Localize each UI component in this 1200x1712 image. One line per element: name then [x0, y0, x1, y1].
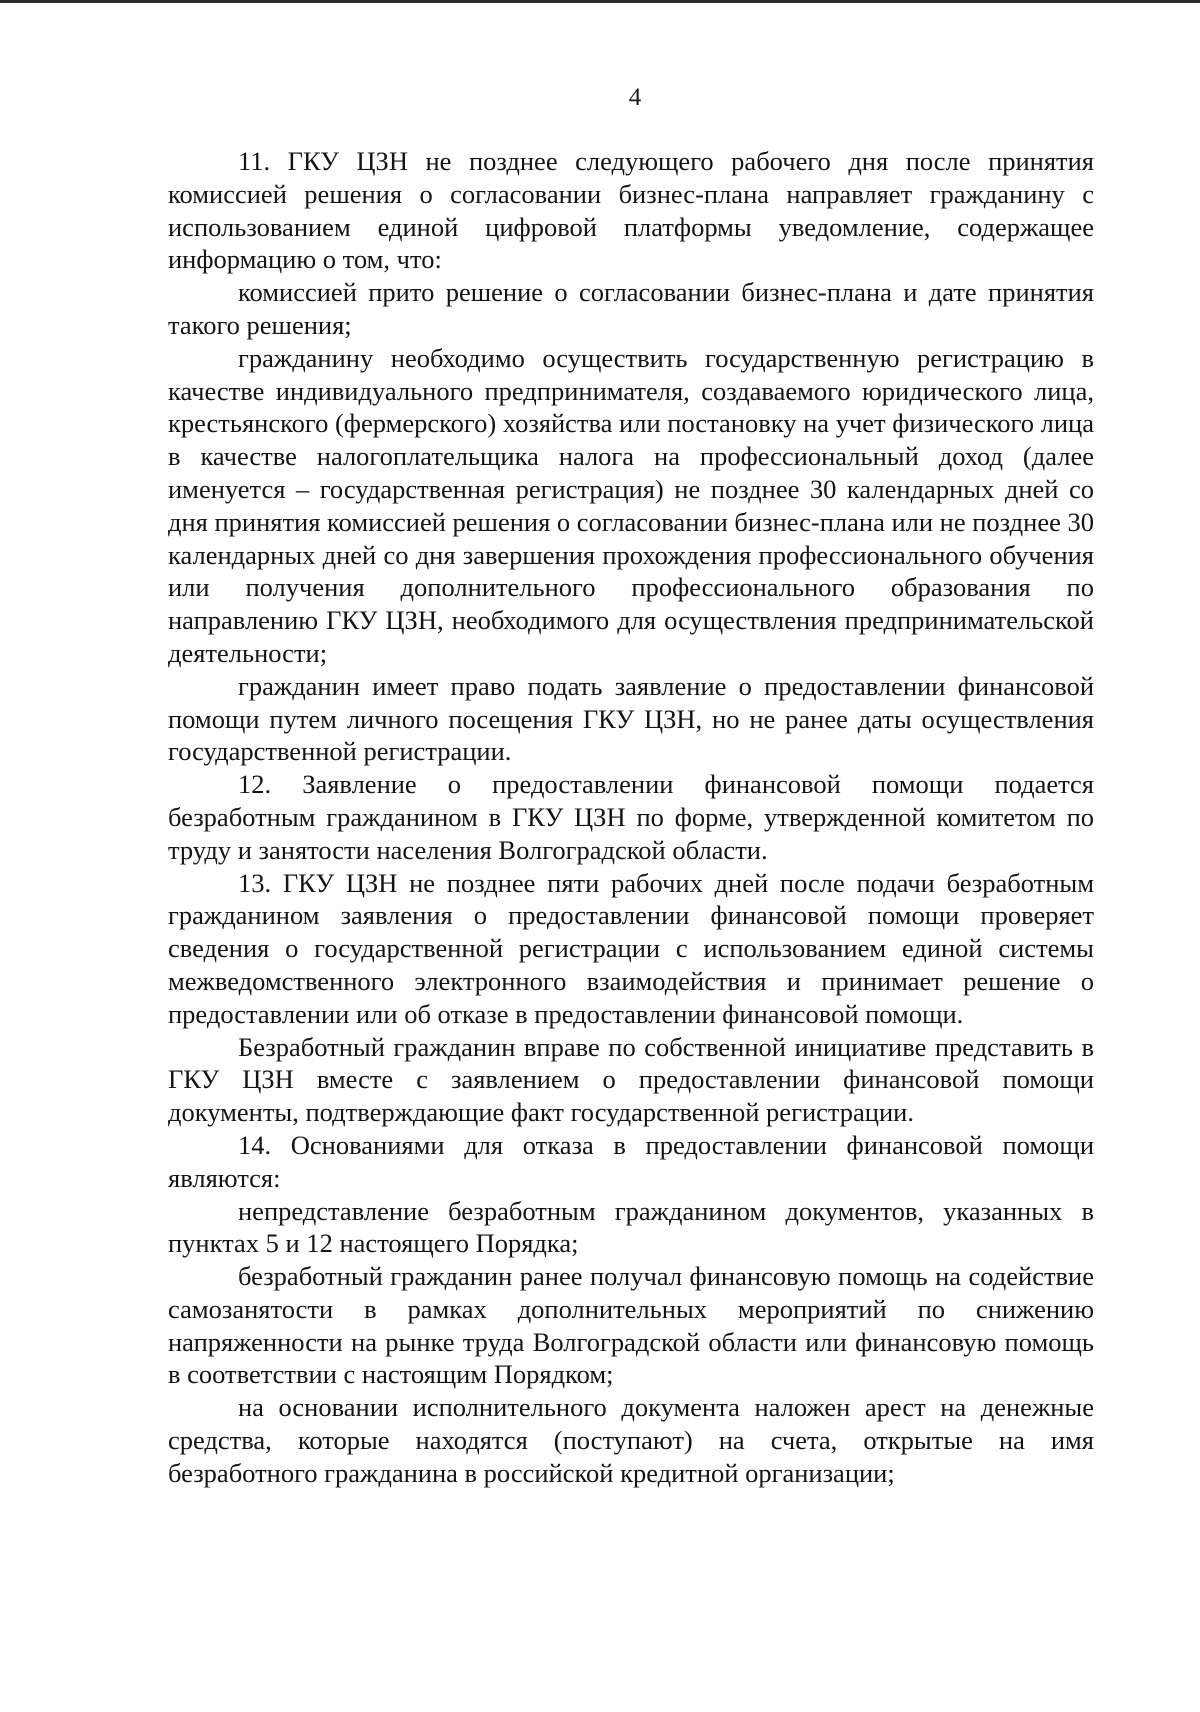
paragraph-11-item-application-right: гражданин имеет право подать заявление о предоставлении финансовой помощи путем личного посещения ГКУ ЦЗН, но не ранее даты осуществления государственной регистрации. — [168, 670, 1094, 767]
paragraph-12: 12. Заявление о предоставлении финансовой помощи подается безработным гражданином в ГКУ ЦЗН по форме, утвержденной комитетом по труду и занятости населения Волгоградской области. — [168, 769, 1094, 865]
paragraph-14-item-arrest: на основании исполнительного документа наложен арест на денежные средства, которые находятся (поступают) на счета, открытые на имя безработного гражданина в российской кредитной организации; — [168, 1392, 1094, 1488]
paragraph-11-item-registration: гражданину необходимо осуществить государственную регистрацию в качестве индивидуального предпринимателя, создаваемого юридического лица, крестьянского (фермерского) хозяйства или постановку на учет физического лица в качестве налогоплательщика налога на профессиональный доход (далее именуется – государственная регистрация) не позднее 30 календарных дней со дня принятия комиссией решения о согласовании бизнес-плана или не позднее 30 календарных дней со дня завершения прохождения профессионального обучения или получения дополнительного профессионального образования по направлению ГКУ ЦЗН, необходимого для осуществления предпринимательской деятельности; — [168, 342, 1094, 668]
paragraph-13-initiative: Безработный гражданин вправе по собственной инициативе представить в ГКУ ЦЗН вместе с заявлением о предоставлении финансовой помощи документы, подтверждающие факт государственной регистрации. — [168, 1031, 1094, 1128]
paragraph-11: 11. ГКУ ЦЗН не позднее следующего рабочего дня после принятия комиссией решения о согласовании бизнес-плана направляет гражданину с использованием единой цифровой платформы уведомление, содержащее информацию о том, что: — [168, 146, 1094, 275]
document-body — [168, 145, 1094, 1490]
paragraph-13: 13. ГКУ ЦЗН не позднее пяти рабочих дней после подачи безработным гражданином заявления о предоставлении финансовой помощи проверяет сведения о государственной регистрации с использованием единой системы межведомственного электронного взаимодействия и принимает решение о предоставлении или об отказе в предоставлении финансовой помощи. — [168, 867, 1094, 1029]
page-number: 4 — [628, 84, 642, 111]
paragraph-14-item-documents: непредставление безработным гражданином документов, указанных в пунктах 5 и 12 настоящего Порядка; — [168, 1195, 1094, 1259]
paragraph-14: 14. Основаниями для отказа в предоставлении финансовой помощи являются: — [168, 1129, 1094, 1193]
paragraph-14-item-previous-aid: безработный гражданин ранее получал финансовую помощь на содействие самозанятости в рамках дополнительных мероприятий по снижению напряженности на рынке труда Волгоградской области или финансовую помощь в соответствии с настоящим Порядком; — [168, 1261, 1094, 1390]
paragraph-11-item-decision: комиссией прито решение о согласовании бизнес-плана и дате принятия такого решения; — [168, 277, 1094, 340]
